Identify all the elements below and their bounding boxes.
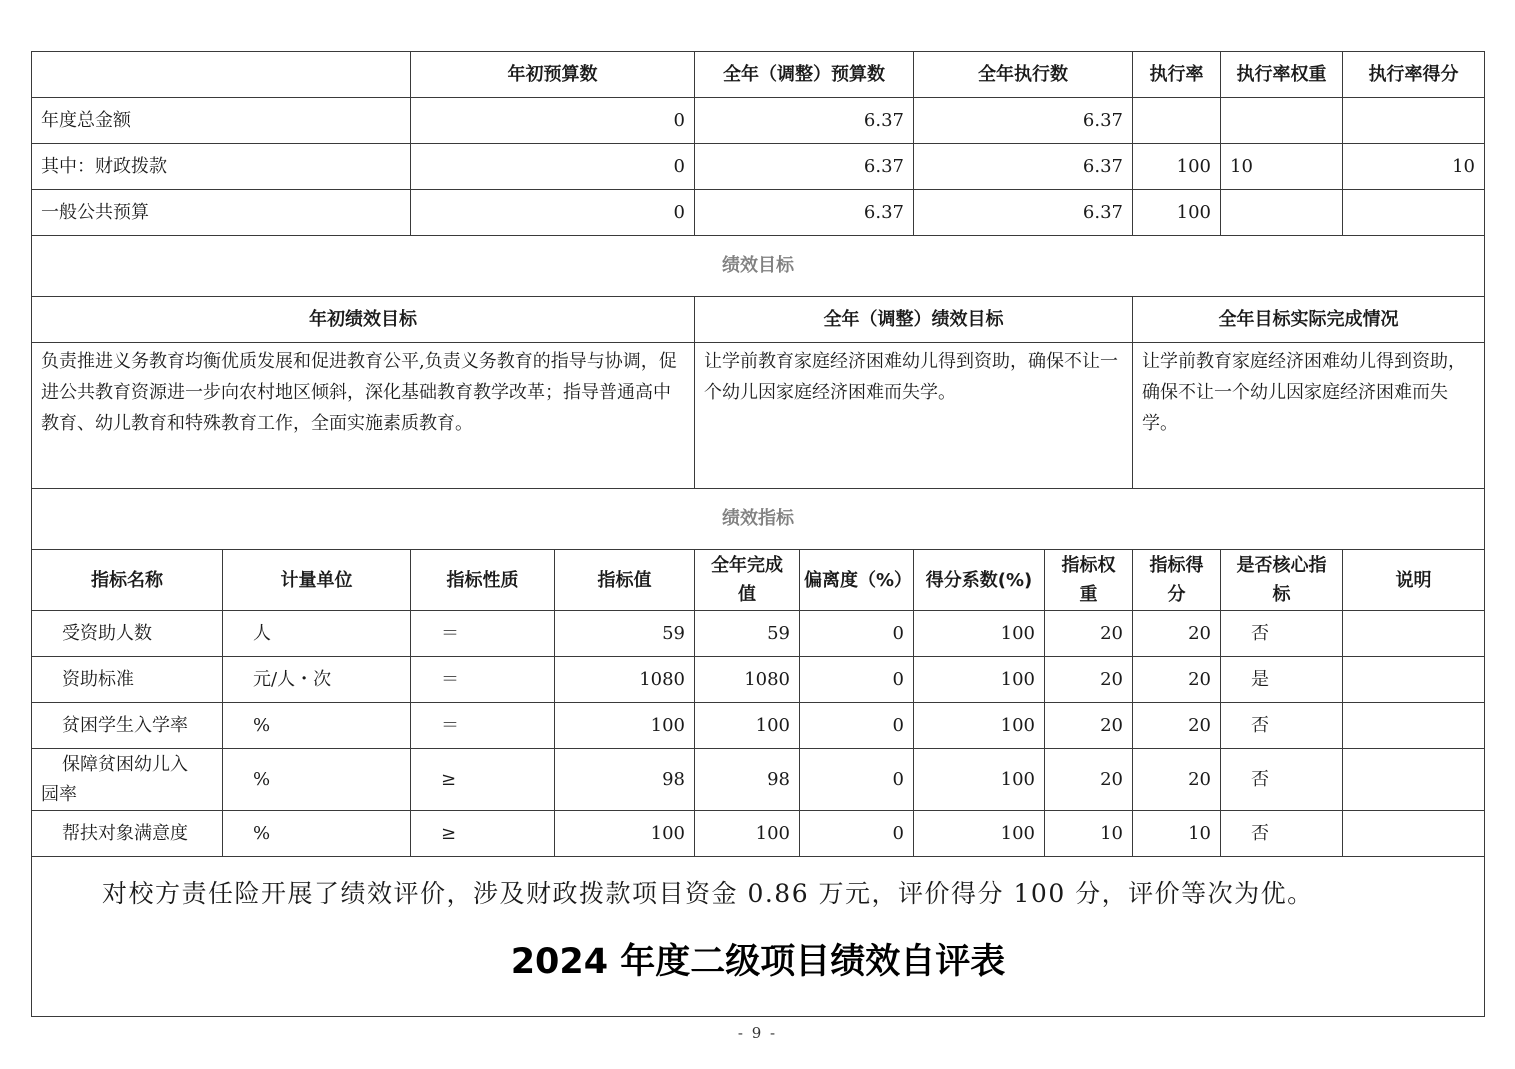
budget-header-initial: 年初预算数 (411, 52, 695, 98)
indicator-completed: 100 (695, 703, 800, 749)
indicator-header-score-line1: 指标得 (1149, 555, 1204, 576)
performance-evaluation-table (31, 51, 1485, 1017)
indicator-coefficient: 100 (914, 611, 1045, 657)
indicator-name (32, 749, 223, 811)
budget-executed-value: 6.37 (914, 144, 1133, 190)
budget-row-label: 一般公共预算 (32, 190, 411, 236)
indicator-header-core (1221, 550, 1343, 611)
indicator-nature: ≥ (411, 811, 555, 857)
indicator-value: 100 (555, 703, 695, 749)
budget-executed-value: 6.37 (914, 98, 1133, 144)
indicator-core: 否 (1221, 611, 1343, 657)
goals-header-adjusted: 全年（调整）绩效目标 (695, 297, 1133, 343)
indicator-value: 59 (555, 611, 695, 657)
indicator-core: 否 (1221, 703, 1343, 749)
indicator-coefficient: 100 (914, 749, 1045, 811)
indicator-weight: 20 (1045, 611, 1133, 657)
budget-rate-value: 100 (1133, 144, 1221, 190)
indicator-name: 资助标准 (32, 657, 223, 703)
indicator-unit: % (223, 703, 411, 749)
indicator-nature: ≥ (411, 749, 555, 811)
indicator-header-core-line2: 标 (1272, 584, 1291, 605)
budget-header-weight: 执行率权重 (1221, 52, 1343, 98)
indicator-score: 20 (1133, 611, 1221, 657)
indicator-name: 贫困学生入学率 (32, 703, 223, 749)
budget-row-fiscal (32, 144, 1485, 190)
indicator-unit: 人 (223, 611, 411, 657)
budget-rate-value (1133, 98, 1221, 144)
indicator-header-deviation: 偏离度（%） (800, 550, 914, 611)
budget-adjusted-value: 6.37 (695, 190, 914, 236)
indicator-header-score (1133, 550, 1221, 611)
indicator-name-line2: 园率 (41, 783, 77, 805)
budget-row-label: 年度总金额 (32, 98, 411, 144)
footer-row (32, 857, 1485, 1017)
indicators-header-row (32, 550, 1485, 611)
indicator-completed: 100 (695, 811, 800, 857)
indicator-core: 否 (1221, 811, 1343, 857)
budget-header-adjusted: 全年（调整）预算数 (695, 52, 914, 98)
indicator-score: 20 (1133, 703, 1221, 749)
indicator-score: 20 (1133, 749, 1221, 811)
budget-initial-value: 0 (411, 98, 695, 144)
budget-initial-value: 0 (411, 144, 695, 190)
indicator-coefficient: 100 (914, 703, 1045, 749)
indicator-header-coefficient: 得分系数(%) (914, 550, 1045, 611)
indicator-header-core-line1: 是否核心指 (1236, 555, 1327, 576)
indicator-header-note: 说明 (1343, 550, 1485, 611)
goal-initial-text: 负责推进义务教育均衡优质发展和促进教育公平,负责义务教育的指导与协调，促进公共教育资源进一步向农村地区倾斜，深化基础教育教学改革；指导普通高中教育、幼儿教育和特殊教育工作，全面实施素质教育。 (32, 343, 695, 489)
indicator-nature: ＝ (411, 611, 555, 657)
budget-rate-value: 100 (1133, 190, 1221, 236)
indicator-note (1343, 811, 1485, 857)
goal-actual-text: 让学前教育家庭经济困难幼儿得到资助，确保不让一个幼儿因家庭经济困难而失学。 (1133, 343, 1485, 489)
indicator-value: 100 (555, 811, 695, 857)
budget-executed-value: 6.37 (914, 190, 1133, 236)
goal-adjusted-text: 让学前教育家庭经济困难幼儿得到资助，确保不让一个幼儿因家庭经济困难而失学。 (695, 343, 1133, 489)
indicator-header-weight-line2: 重 (1079, 584, 1098, 605)
budget-header-rate: 执行率 (1133, 52, 1221, 98)
budget-initial-value: 0 (411, 190, 695, 236)
budget-adjusted-value: 6.37 (695, 98, 914, 144)
indicator-note (1343, 749, 1485, 811)
form-title: 2024 年度二级项目绩效自评表 (510, 942, 1006, 982)
budget-row-label: 其中：财政拨款 (32, 144, 411, 190)
indicator-header-name: 指标名称 (32, 550, 223, 611)
indicator-completed: 1080 (695, 657, 800, 703)
budget-header-blank (32, 52, 411, 98)
indicator-row (32, 749, 1485, 811)
indicator-row (32, 657, 1485, 703)
indicator-deviation: 0 (800, 611, 914, 657)
indicator-deviation: 0 (800, 749, 914, 811)
budget-header-score: 执行率得分 (1343, 52, 1485, 98)
goals-header-actual: 全年目标实际完成情况 (1133, 297, 1485, 343)
indicator-unit: 元/人・次 (223, 657, 411, 703)
indicator-coefficient: 100 (914, 811, 1045, 857)
indicator-weight: 20 (1045, 749, 1133, 811)
budget-score-value (1343, 98, 1485, 144)
indicator-header-completed (695, 550, 800, 611)
indicator-header-weight-line1: 指标权 (1061, 555, 1116, 576)
indicator-name-line1: 保障贫困幼儿入 (62, 753, 188, 775)
goals-section-title: 绩效目标 (32, 236, 1485, 297)
indicators-section-title: 绩效指标 (32, 489, 1485, 550)
budget-header-row (32, 52, 1485, 98)
indicator-weight: 10 (1045, 811, 1133, 857)
budget-score-value: 10 (1343, 144, 1485, 190)
indicator-deviation: 0 (800, 703, 914, 749)
budget-row-total (32, 98, 1485, 144)
indicator-row (32, 703, 1485, 749)
indicator-score: 20 (1133, 657, 1221, 703)
indicator-header-nature: 指标性质 (411, 550, 555, 611)
indicator-score: 10 (1133, 811, 1221, 857)
indicator-completed: 98 (695, 749, 800, 811)
indicator-core: 否 (1221, 749, 1343, 811)
indicator-weight: 20 (1045, 703, 1133, 749)
indicator-row (32, 811, 1485, 857)
indicator-header-completed-line1: 全年完成 (711, 555, 783, 576)
goals-section-row (32, 236, 1485, 297)
page-number: - 9 - (737, 1024, 778, 1042)
indicator-header-completed-line2: 值 (738, 584, 756, 605)
indicator-coefficient: 100 (914, 657, 1045, 703)
goals-content-row (32, 343, 1485, 489)
indicator-row (32, 611, 1485, 657)
budget-weight-value (1221, 190, 1343, 236)
indicator-header-weight (1045, 550, 1133, 611)
indicator-weight: 20 (1045, 657, 1133, 703)
goals-header-row (32, 297, 1485, 343)
budget-weight-value: 10 (1221, 144, 1343, 190)
indicator-header-unit: 计量单位 (223, 550, 411, 611)
indicator-unit: % (223, 811, 411, 857)
indicator-header-value: 指标值 (555, 550, 695, 611)
indicator-nature: ＝ (411, 703, 555, 749)
indicator-core: 是 (1221, 657, 1343, 703)
indicator-deviation: 0 (800, 657, 914, 703)
indicator-note (1343, 703, 1485, 749)
budget-score-value (1343, 190, 1485, 236)
indicator-value: 1080 (555, 657, 695, 703)
indicator-name: 帮扶对象满意度 (32, 811, 223, 857)
indicator-note (1343, 657, 1485, 703)
indicator-value: 98 (555, 749, 695, 811)
indicator-header-score-line2: 分 (1167, 584, 1186, 605)
budget-header-executed: 全年执行数 (914, 52, 1133, 98)
evaluation-summary: 对校方责任险开展了绩效评价，涉及财政拨款项目资金 0.86 万元，评价得分 100 分，评价等次为优。 (102, 879, 1314, 908)
indicator-name: 受资助人数 (32, 611, 223, 657)
budget-adjusted-value: 6.37 (695, 144, 914, 190)
indicator-unit: % (223, 749, 411, 811)
budget-row-public (32, 190, 1485, 236)
indicator-deviation: 0 (800, 811, 914, 857)
indicator-note (1343, 611, 1485, 657)
goals-header-initial: 年初绩效目标 (32, 297, 695, 343)
footer-cell (32, 857, 1485, 1017)
indicator-nature: ＝ (411, 657, 555, 703)
budget-weight-value (1221, 98, 1343, 144)
indicator-completed: 59 (695, 611, 800, 657)
indicators-section-row (32, 489, 1485, 550)
